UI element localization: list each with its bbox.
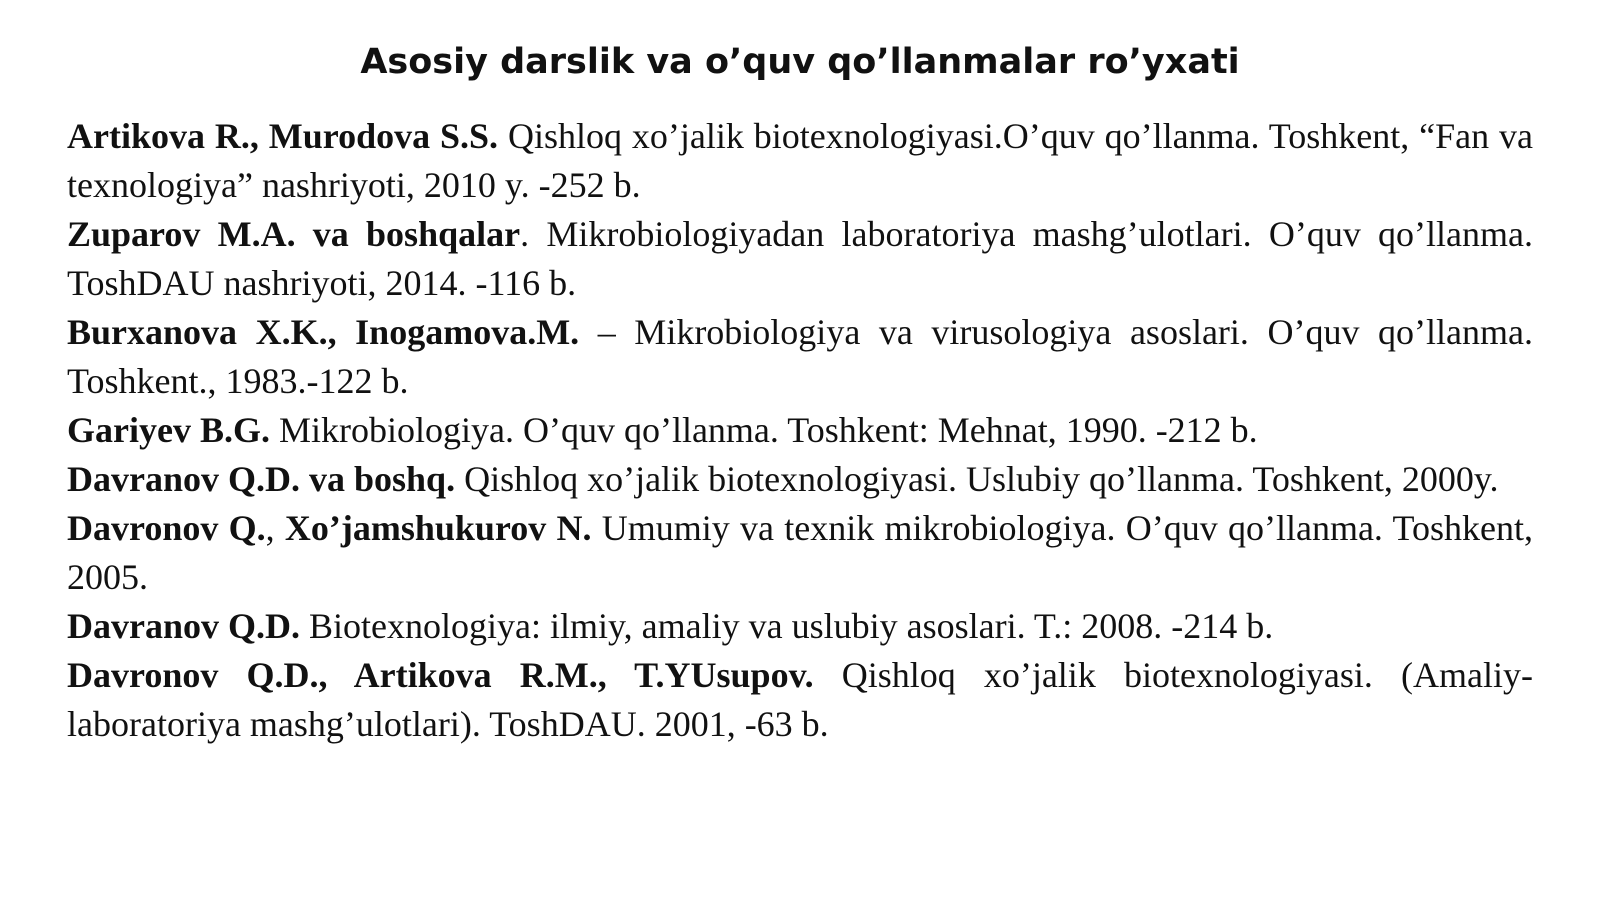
reference-text: Qishloq xo’jalik biotexnologiyasi. Uslubiy qo’llanma. Toshkent, 2000y. [455, 459, 1499, 499]
reference-text: Biotexnologiya: ilmiy, amaliy va uslubiy asoslari. T.: 2008. -214 b. [300, 606, 1274, 646]
reference-list [67, 112, 1533, 749]
reference-author-separator: , [265, 508, 285, 548]
reference-author: Zuparov M.A. va boshqalar [67, 214, 521, 254]
reference-author: Davronov Q.D., Artikova R.M., T.YUsupov. [67, 655, 814, 695]
reference-item [67, 651, 1533, 749]
reference-author: Davranov Q.D. va boshq. [67, 459, 456, 499]
reference-text: Qishloq xo’jalik biotexnologiyasi. (Amaliy-laboratoriya mashg’ulotlari). ToshDAU. 2001, -63 b. [67, 655, 1533, 744]
reference-item [67, 112, 1533, 210]
reference-coauthor: Xo’jamshukurov N. [284, 508, 592, 548]
reference-author: Artikova R., Murodova S.S. [67, 116, 499, 156]
reference-item [67, 210, 1533, 308]
reference-text: . Mikrobiologiyadan laboratoriya mashg’ulotlari. O’quv qo’llanma. ToshDAU nashriyoti, 2014. -116 b. [67, 214, 1533, 303]
reference-item [67, 455, 1533, 504]
reference-text: Mikrobiologiya. O’quv qo’llanma. Toshkent: Mehnat, 1990. -212 b. [269, 410, 1258, 450]
reference-item [67, 308, 1533, 406]
reference-text: Qishloq xo’jalik biotexnologiyasi.O’quv qo’llanma. Toshkent, “Fan va texnologiya” nashriyoti, 2010 y. -252 b. [67, 116, 1533, 205]
reference-author: Gariyev B.G. [67, 410, 270, 450]
reference-text: – Mikrobiologiya va virusologiya asoslari. O’quv qo’llanma. Toshkent., 1983.-122 b. [67, 312, 1533, 401]
reference-author: Burxanova X.K., Inogamova.M. [67, 312, 580, 352]
reference-text: Umumiy va texnik mikrobiologiya. O’quv qo’llanma. Toshkent, 2005. [67, 508, 1533, 597]
reference-item [67, 602, 1533, 651]
page-title: Asosiy darslik va o’quv qo’llanmalar ro’yxati [360, 42, 1240, 82]
reference-item [67, 504, 1533, 602]
reference-item [67, 406, 1533, 455]
reference-author: Davronov Q. [67, 508, 266, 548]
reference-author: Davranov Q.D. [67, 606, 300, 646]
